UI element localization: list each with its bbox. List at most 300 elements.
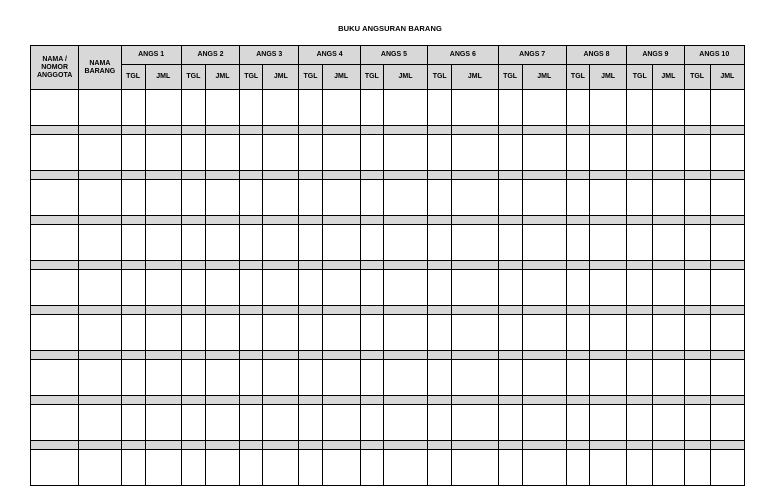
date-cell	[121, 225, 145, 261]
amount-cell	[522, 180, 566, 216]
amount-cell	[205, 270, 239, 306]
amount-cell	[322, 90, 360, 126]
separator-cell	[360, 171, 383, 180]
separator-cell	[566, 396, 589, 405]
separator-cell	[240, 351, 263, 360]
separator-cell	[79, 306, 121, 315]
date-cell	[498, 315, 522, 351]
amount-cell	[145, 315, 181, 351]
separator-cell	[299, 126, 322, 135]
separator-cell	[360, 441, 383, 450]
separator-cell	[205, 441, 239, 450]
date-cell	[498, 405, 522, 441]
date-cell	[121, 180, 145, 216]
separator-cell	[684, 171, 710, 180]
separator-cell	[205, 261, 239, 270]
separator-cell	[322, 261, 360, 270]
table-row	[31, 450, 745, 486]
separator-cell	[205, 396, 239, 405]
separator-cell	[31, 351, 79, 360]
separator-row	[31, 306, 745, 315]
separator-cell	[299, 306, 322, 315]
date-cell	[428, 405, 452, 441]
date-cell	[566, 225, 589, 261]
separator-cell	[428, 351, 452, 360]
separator-cell	[322, 126, 360, 135]
separator-cell	[79, 216, 121, 225]
date-cell	[684, 270, 710, 306]
date-cell	[121, 270, 145, 306]
amount-cell	[145, 450, 181, 486]
separator-cell	[121, 306, 145, 315]
date-cell	[684, 90, 710, 126]
separator-cell	[360, 306, 383, 315]
amount-cell	[589, 135, 626, 171]
separator-cell	[383, 126, 427, 135]
separator-cell	[383, 396, 427, 405]
separator-cell	[452, 396, 498, 405]
date-cell	[684, 180, 710, 216]
document-title: BUKU ANGSURAN BARANG	[338, 24, 442, 33]
separator-cell	[684, 216, 710, 225]
separator-cell	[498, 351, 522, 360]
separator-cell	[263, 126, 299, 135]
separator-cell	[498, 171, 522, 180]
amount-cell	[452, 135, 498, 171]
separator-cell	[263, 306, 299, 315]
table-row	[31, 315, 745, 351]
date-cell	[498, 450, 522, 486]
date-cell	[627, 450, 653, 486]
date-cell	[299, 450, 322, 486]
separator-cell	[452, 126, 498, 135]
separator-cell	[263, 351, 299, 360]
separator-cell	[31, 261, 79, 270]
date-cell	[299, 360, 322, 396]
amount-cell	[710, 135, 744, 171]
separator-cell	[684, 126, 710, 135]
separator-row	[31, 441, 745, 450]
separator-cell	[145, 441, 181, 450]
date-cell	[428, 360, 452, 396]
separator-cell	[322, 171, 360, 180]
separator-cell	[240, 306, 263, 315]
header-row-installments	[31, 46, 745, 65]
item-cell	[79, 270, 121, 306]
separator-cell	[145, 306, 181, 315]
date-cell	[360, 180, 383, 216]
item-cell	[79, 315, 121, 351]
separator-cell	[684, 441, 710, 450]
separator-cell	[627, 171, 653, 180]
date-cell	[428, 315, 452, 351]
date-cell	[684, 135, 710, 171]
separator-cell	[498, 216, 522, 225]
date-cell	[627, 90, 653, 126]
amount-cell	[452, 360, 498, 396]
separator-cell	[566, 171, 589, 180]
amount-cell	[205, 450, 239, 486]
separator-cell	[383, 171, 427, 180]
separator-cell	[79, 441, 121, 450]
amount-cell	[322, 360, 360, 396]
amount-cell	[589, 225, 626, 261]
amount-subheader: JML	[589, 65, 626, 90]
separator-cell	[684, 396, 710, 405]
date-subheader: TGL	[627, 65, 653, 90]
date-cell	[360, 360, 383, 396]
date-cell	[240, 225, 263, 261]
amount-cell	[322, 315, 360, 351]
amount-cell	[452, 270, 498, 306]
date-cell	[566, 180, 589, 216]
separator-cell	[383, 306, 427, 315]
separator-cell	[452, 306, 498, 315]
date-cell	[360, 90, 383, 126]
amount-cell	[589, 450, 626, 486]
date-cell	[181, 450, 205, 486]
amount-cell	[145, 135, 181, 171]
date-cell	[627, 135, 653, 171]
table-row	[31, 405, 745, 441]
date-cell	[684, 360, 710, 396]
date-cell	[428, 270, 452, 306]
separator-cell	[145, 171, 181, 180]
separator-cell	[522, 261, 566, 270]
date-cell	[360, 315, 383, 351]
date-subheader: TGL	[498, 65, 522, 90]
separator-cell	[522, 351, 566, 360]
separator-cell	[589, 216, 626, 225]
separator-cell	[79, 126, 121, 135]
date-cell	[428, 135, 452, 171]
amount-cell	[653, 135, 684, 171]
separator-cell	[322, 441, 360, 450]
amount-cell	[589, 360, 626, 396]
separator-cell	[360, 216, 383, 225]
separator-cell	[79, 396, 121, 405]
amount-cell	[383, 405, 427, 441]
separator-row	[31, 261, 745, 270]
amount-cell	[452, 405, 498, 441]
amount-subheader: JML	[322, 65, 360, 90]
date-cell	[498, 180, 522, 216]
member-cell	[31, 270, 79, 306]
amount-cell	[263, 360, 299, 396]
separator-cell	[627, 216, 653, 225]
separator-cell	[79, 171, 121, 180]
separator-cell	[452, 351, 498, 360]
date-subheader: TGL	[428, 65, 452, 90]
date-subheader: TGL	[240, 65, 263, 90]
amount-cell	[710, 360, 744, 396]
amount-cell	[205, 135, 239, 171]
installment-1-header: ANGS 1	[121, 46, 181, 65]
date-cell	[627, 225, 653, 261]
amount-cell	[145, 360, 181, 396]
separator-cell	[299, 171, 322, 180]
separator-cell	[240, 216, 263, 225]
separator-cell	[566, 216, 589, 225]
separator-cell	[145, 261, 181, 270]
separator-cell	[181, 351, 205, 360]
member-cell	[31, 135, 79, 171]
separator-cell	[360, 261, 383, 270]
separator-cell	[627, 126, 653, 135]
separator-cell	[710, 171, 744, 180]
amount-cell	[205, 90, 239, 126]
separator-cell	[322, 351, 360, 360]
date-cell	[299, 180, 322, 216]
separator-row	[31, 171, 745, 180]
amount-cell	[710, 405, 744, 441]
separator-cell	[322, 306, 360, 315]
date-cell	[566, 315, 589, 351]
separator-cell	[145, 216, 181, 225]
separator-cell	[627, 396, 653, 405]
date-cell	[181, 360, 205, 396]
amount-cell	[452, 180, 498, 216]
separator-cell	[240, 261, 263, 270]
date-cell	[299, 225, 322, 261]
amount-cell	[145, 225, 181, 261]
amount-cell	[452, 450, 498, 486]
separator-cell	[299, 441, 322, 450]
date-cell	[181, 225, 205, 261]
amount-cell	[383, 450, 427, 486]
separator-cell	[589, 441, 626, 450]
member-cell	[31, 315, 79, 351]
amount-cell	[653, 90, 684, 126]
item-cell	[79, 180, 121, 216]
separator-cell	[452, 261, 498, 270]
separator-cell	[121, 351, 145, 360]
separator-cell	[428, 216, 452, 225]
amount-cell	[452, 90, 498, 126]
date-subheader: TGL	[121, 65, 145, 90]
separator-cell	[498, 441, 522, 450]
amount-cell	[383, 315, 427, 351]
date-cell	[299, 405, 322, 441]
amount-cell	[263, 225, 299, 261]
item-cell	[79, 360, 121, 396]
separator-cell	[383, 441, 427, 450]
separator-cell	[589, 351, 626, 360]
separator-cell	[181, 171, 205, 180]
date-cell	[684, 450, 710, 486]
separator-cell	[653, 396, 684, 405]
member-cell	[31, 360, 79, 396]
amount-cell	[522, 315, 566, 351]
installment-9-header: ANGS 9	[627, 46, 684, 65]
date-subheader: TGL	[566, 65, 589, 90]
separator-cell	[145, 396, 181, 405]
separator-cell	[299, 216, 322, 225]
amount-cell	[263, 270, 299, 306]
separator-cell	[452, 216, 498, 225]
date-cell	[566, 360, 589, 396]
separator-cell	[360, 126, 383, 135]
ledger-body	[31, 90, 745, 486]
separator-cell	[710, 216, 744, 225]
amount-cell	[383, 180, 427, 216]
installment-5-header: ANGS 5	[360, 46, 427, 65]
amount-cell	[710, 225, 744, 261]
date-cell	[240, 405, 263, 441]
amount-cell	[383, 135, 427, 171]
separator-cell	[566, 261, 589, 270]
installment-2-header: ANGS 2	[181, 46, 239, 65]
separator-cell	[263, 396, 299, 405]
separator-cell	[240, 441, 263, 450]
date-cell	[121, 405, 145, 441]
separator-cell	[121, 261, 145, 270]
date-cell	[498, 360, 522, 396]
separator-cell	[31, 306, 79, 315]
separator-cell	[121, 171, 145, 180]
amount-cell	[522, 90, 566, 126]
separator-cell	[710, 126, 744, 135]
table-row	[31, 270, 745, 306]
separator-cell	[181, 126, 205, 135]
separator-cell	[498, 306, 522, 315]
separator-cell	[522, 216, 566, 225]
separator-cell	[181, 216, 205, 225]
amount-cell	[383, 90, 427, 126]
separator-cell	[522, 126, 566, 135]
date-cell	[498, 270, 522, 306]
installment-8-header: ANGS 8	[566, 46, 626, 65]
separator-cell	[205, 351, 239, 360]
separator-cell	[566, 126, 589, 135]
separator-cell	[684, 261, 710, 270]
date-subheader: TGL	[181, 65, 205, 90]
date-cell	[360, 450, 383, 486]
date-cell	[360, 135, 383, 171]
amount-cell	[205, 405, 239, 441]
separator-cell	[566, 441, 589, 450]
separator-cell	[263, 171, 299, 180]
separator-cell	[299, 261, 322, 270]
separator-row	[31, 351, 745, 360]
separator-cell	[498, 396, 522, 405]
separator-cell	[522, 171, 566, 180]
separator-cell	[79, 351, 121, 360]
separator-cell	[383, 261, 427, 270]
amount-cell	[710, 270, 744, 306]
separator-cell	[240, 396, 263, 405]
separator-cell	[428, 171, 452, 180]
date-cell	[428, 450, 452, 486]
separator-row	[31, 126, 745, 135]
date-cell	[299, 90, 322, 126]
separator-cell	[121, 396, 145, 405]
separator-cell	[31, 216, 79, 225]
separator-cell	[322, 396, 360, 405]
date-cell	[121, 135, 145, 171]
amount-cell	[653, 450, 684, 486]
amount-cell	[710, 450, 744, 486]
item-name-header: NAMA BARANG	[79, 46, 121, 90]
separator-cell	[31, 396, 79, 405]
amount-subheader: JML	[263, 65, 299, 90]
amount-cell	[322, 135, 360, 171]
amount-subheader: JML	[205, 65, 239, 90]
installment-3-header: ANGS 3	[240, 46, 299, 65]
date-cell	[121, 315, 145, 351]
separator-cell	[299, 396, 322, 405]
separator-cell	[360, 396, 383, 405]
separator-cell	[205, 126, 239, 135]
amount-cell	[710, 180, 744, 216]
amount-cell	[263, 90, 299, 126]
separator-cell	[684, 306, 710, 315]
separator-cell	[299, 351, 322, 360]
date-cell	[240, 135, 263, 171]
separator-cell	[710, 306, 744, 315]
amount-cell	[205, 225, 239, 261]
date-cell	[498, 90, 522, 126]
separator-cell	[360, 351, 383, 360]
date-subheader: TGL	[360, 65, 383, 90]
amount-subheader: JML	[522, 65, 566, 90]
separator-cell	[684, 351, 710, 360]
amount-cell	[653, 225, 684, 261]
date-cell	[566, 405, 589, 441]
amount-cell	[205, 180, 239, 216]
date-cell	[566, 450, 589, 486]
date-cell	[240, 360, 263, 396]
separator-cell	[31, 441, 79, 450]
separator-cell	[710, 261, 744, 270]
date-cell	[684, 225, 710, 261]
separator-cell	[121, 216, 145, 225]
separator-cell	[710, 351, 744, 360]
separator-cell	[653, 441, 684, 450]
separator-cell	[589, 261, 626, 270]
amount-cell	[589, 90, 626, 126]
date-cell	[360, 405, 383, 441]
separator-cell	[498, 126, 522, 135]
amount-cell	[653, 405, 684, 441]
date-cell	[428, 225, 452, 261]
separator-cell	[452, 441, 498, 450]
separator-cell	[452, 171, 498, 180]
date-cell	[498, 225, 522, 261]
amount-cell	[322, 405, 360, 441]
separator-cell	[31, 171, 79, 180]
member-cell	[31, 450, 79, 486]
date-cell	[240, 315, 263, 351]
amount-cell	[263, 315, 299, 351]
date-cell	[627, 405, 653, 441]
amount-cell	[589, 405, 626, 441]
installment-6-header: ANGS 6	[428, 46, 498, 65]
amount-cell	[710, 90, 744, 126]
date-cell	[627, 180, 653, 216]
separator-cell	[589, 171, 626, 180]
separator-cell	[145, 126, 181, 135]
separator-cell	[31, 126, 79, 135]
separator-cell	[566, 306, 589, 315]
amount-cell	[205, 360, 239, 396]
separator-row	[31, 396, 745, 405]
amount-cell	[383, 360, 427, 396]
separator-cell	[653, 216, 684, 225]
date-cell	[121, 360, 145, 396]
amount-cell	[710, 315, 744, 351]
amount-cell	[263, 405, 299, 441]
